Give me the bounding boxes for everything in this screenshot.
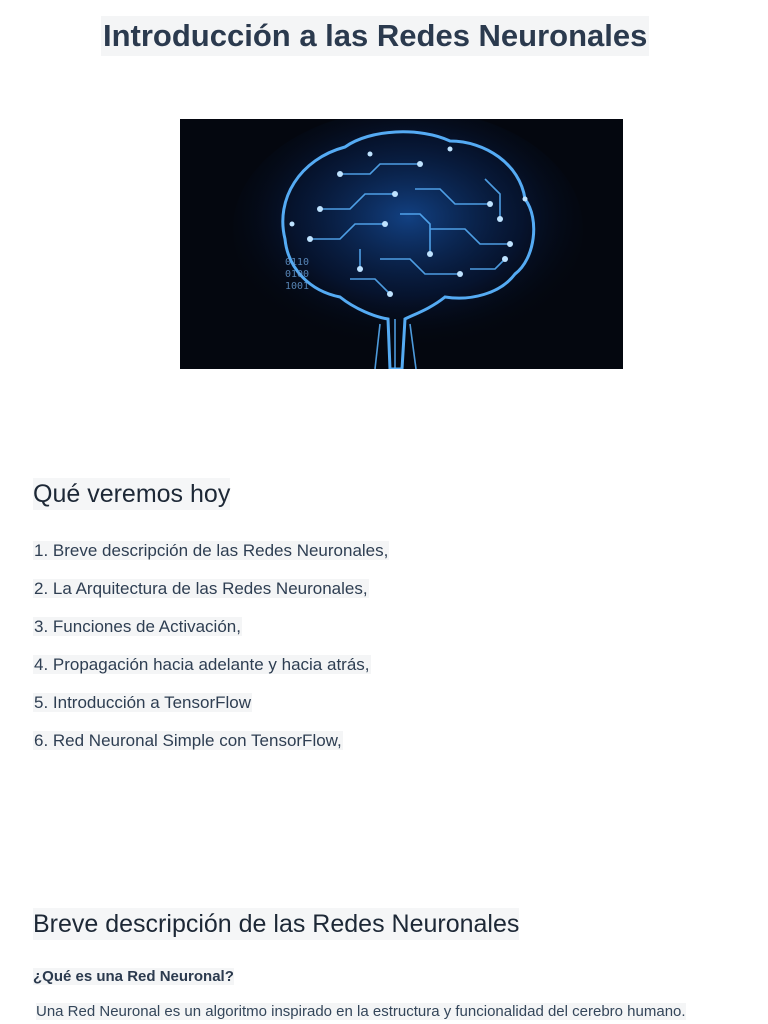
agenda-item: 5. Introducción a TensorFlow bbox=[34, 693, 252, 712]
question-subheading: ¿Qué es una Red Neuronal? bbox=[33, 968, 234, 985]
brain-circuit-illustration bbox=[180, 119, 623, 369]
binary-label: 1001 bbox=[285, 281, 310, 292]
brain-circuit-image bbox=[180, 119, 623, 369]
agenda-item: 4. Propagación hacia adelante y hacia atrás, bbox=[34, 655, 370, 674]
agenda-item: 6. Red Neuronal Simple con TensorFlow, bbox=[34, 731, 342, 750]
page-title: Introducción a las Redes Neuronales bbox=[101, 16, 649, 56]
binary-label: 0110 bbox=[285, 257, 310, 268]
agenda-item: 2. La Arquitectura de las Redes Neuronales, bbox=[34, 579, 368, 598]
section-paragraph: Una Red Neuronal es un algoritmo inspirado en la estructura y funcionalidad del cerebro humano. bbox=[36, 1003, 686, 1020]
agenda-item: 3. Funciones de Activación, bbox=[34, 617, 241, 636]
agenda-list bbox=[33, 532, 389, 760]
section-heading: Breve descripción de las Redes Neuronales bbox=[33, 910, 520, 938]
agenda-item: 1. Breve descripción de las Redes Neuronales, bbox=[34, 541, 389, 560]
binary-label: 0100 bbox=[285, 269, 310, 280]
agenda-heading: Qué veremos hoy bbox=[33, 480, 231, 508]
